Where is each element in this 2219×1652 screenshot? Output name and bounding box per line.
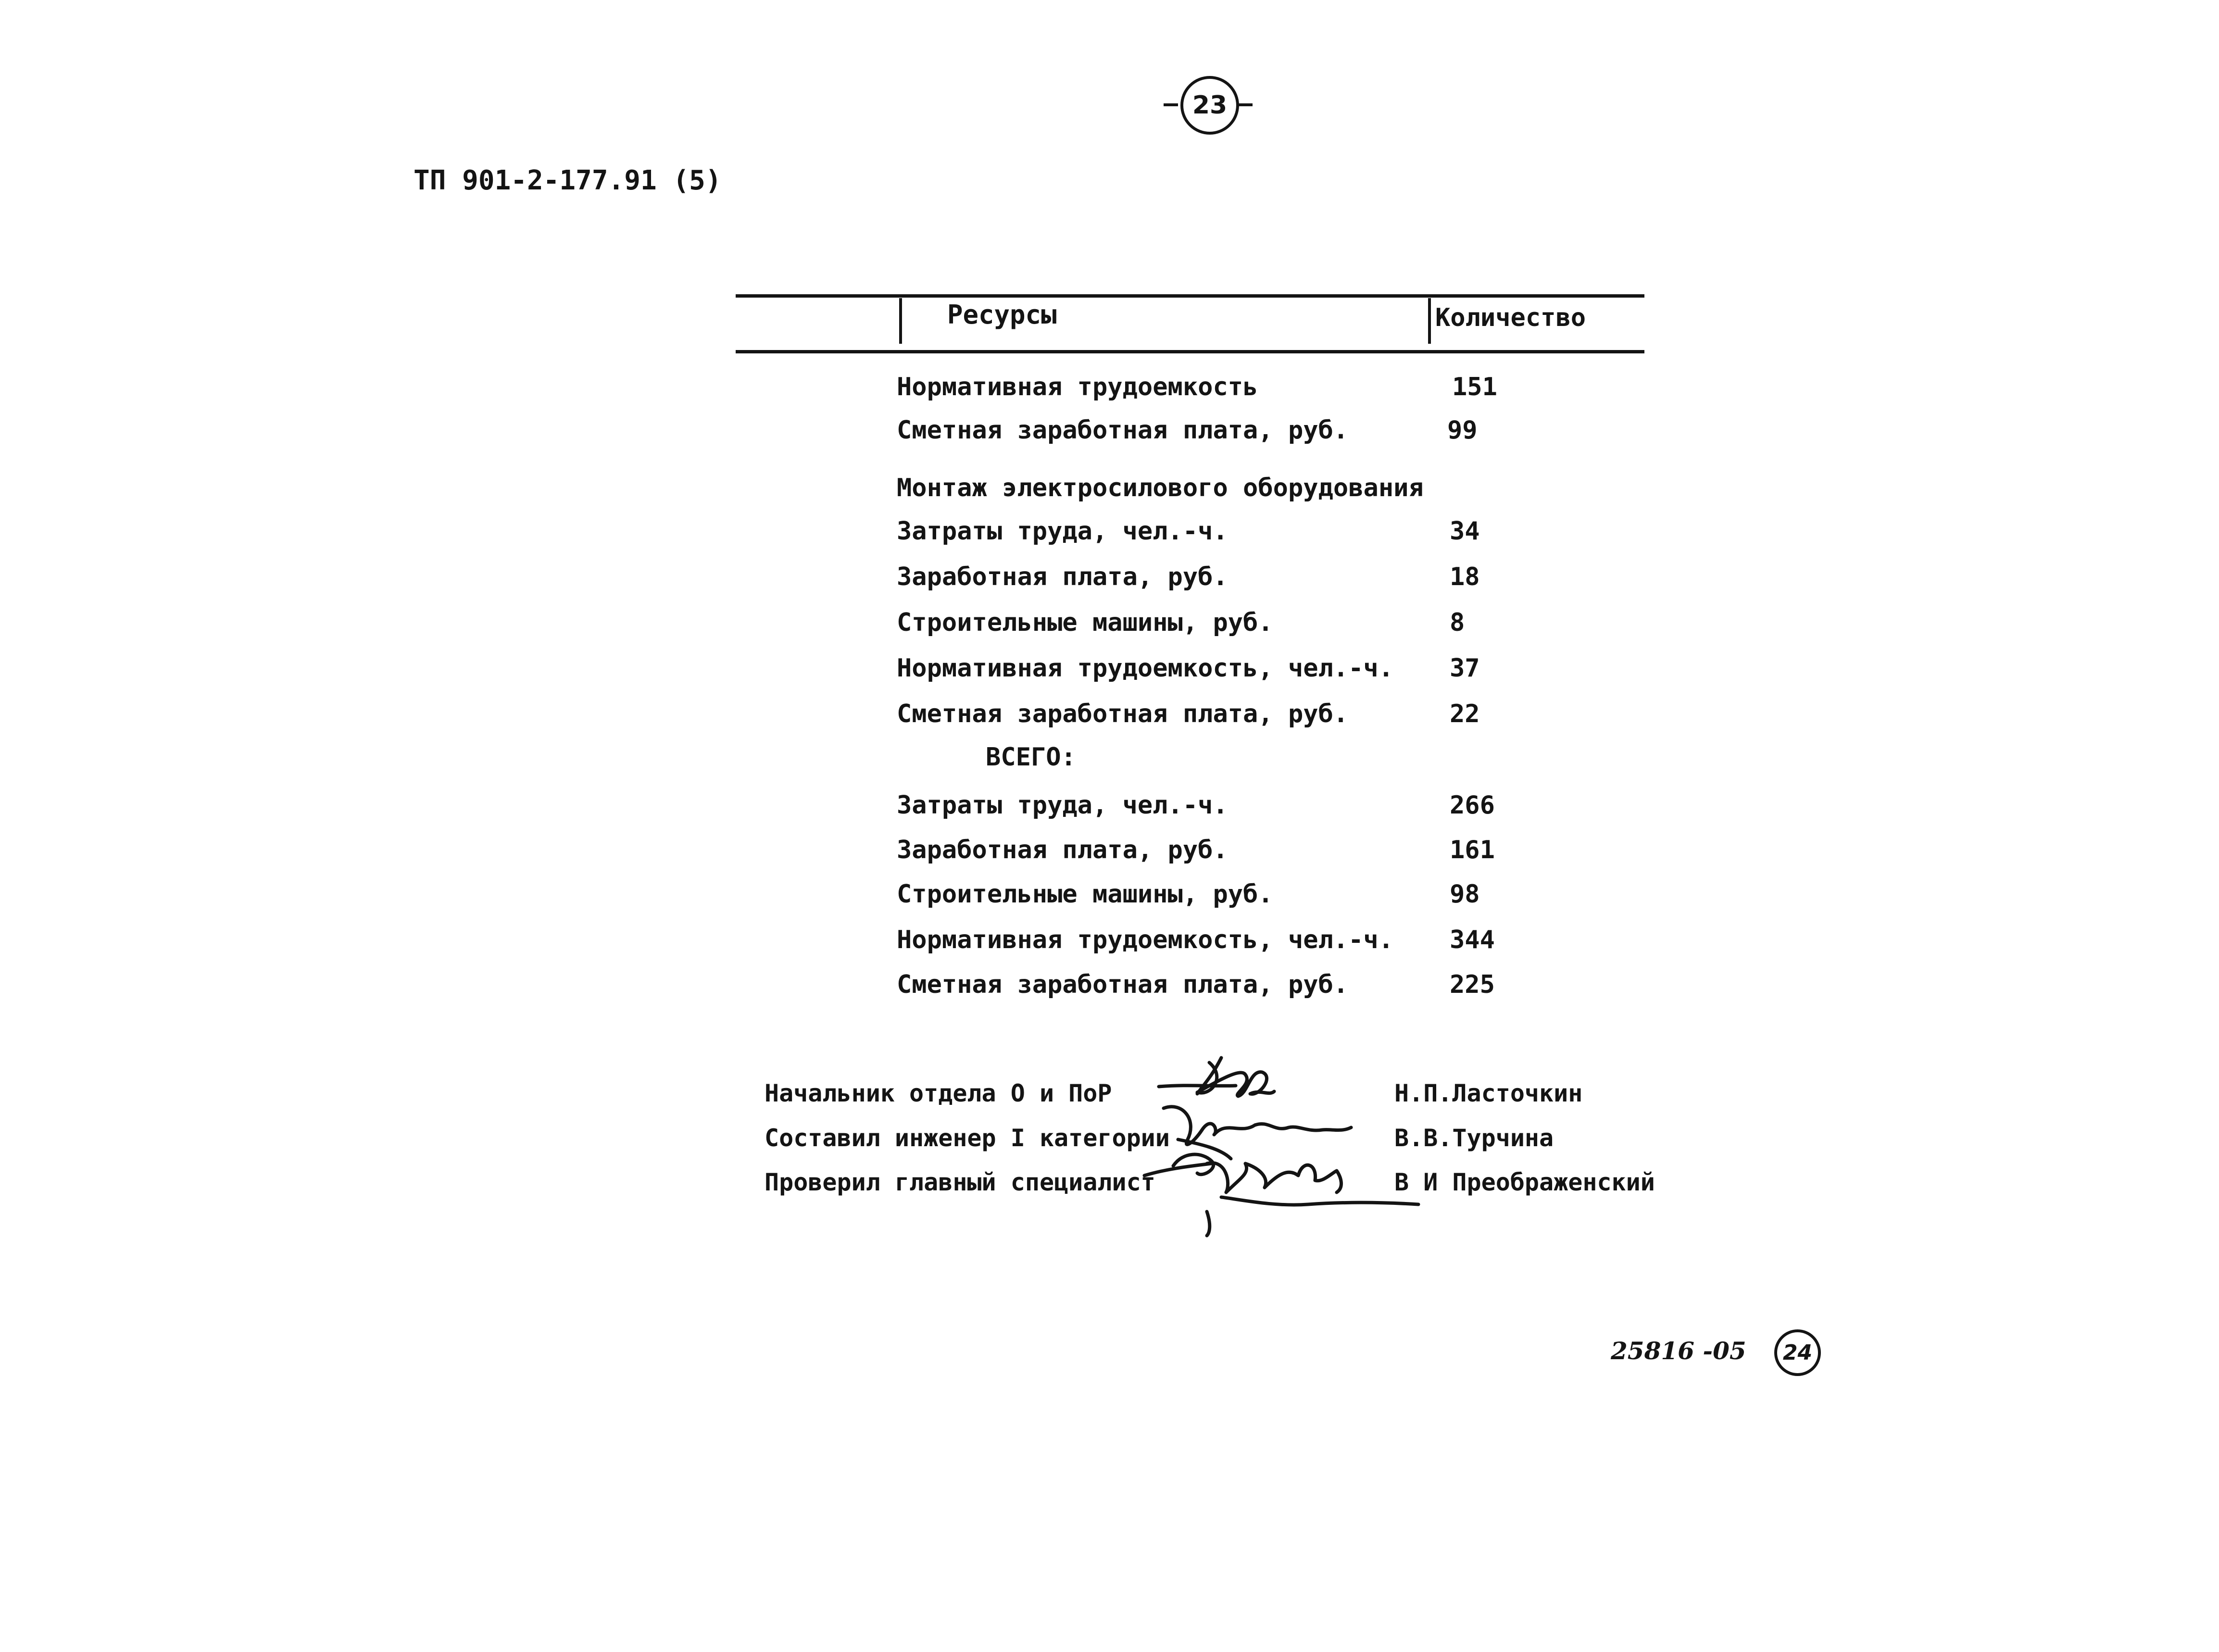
row-label: Заработная плата, руб.	[897, 563, 1228, 591]
row-value: 18	[1450, 563, 1480, 591]
row-value: 99	[1447, 416, 1478, 445]
row-value: 266	[1450, 791, 1495, 820]
row-label: Затраты труда, чел.-ч.	[897, 791, 1228, 820]
row-value: 37	[1450, 654, 1480, 683]
row-label: Сметная заработная плата, руб.	[897, 970, 1349, 999]
table-row	[897, 654, 1570, 683]
page-number-dash-right	[1238, 103, 1253, 106]
row-value: 8	[1450, 608, 1465, 637]
table-row-total-heading	[897, 743, 1570, 772]
table-row	[897, 608, 1570, 637]
page-number: 23	[1180, 76, 1239, 135]
table-header-divider-left	[899, 298, 902, 344]
table-row	[897, 880, 1570, 909]
signer-name: В.В.Турчина	[1394, 1124, 1554, 1152]
signer-name: В И Преображенский	[1394, 1168, 1655, 1196]
row-value: 344	[1450, 926, 1495, 954]
row-label: Нормативная трудоемкость, чел.-ч.	[897, 926, 1394, 954]
table-row	[897, 416, 1570, 445]
table-row	[897, 926, 1570, 954]
table-row	[897, 373, 1570, 401]
row-label: Нормативная трудоемкость, чел.-ч.	[897, 654, 1394, 683]
row-value: 161	[1450, 836, 1495, 864]
table-header-quantity: Количество	[1435, 303, 1586, 332]
row-value: 225	[1450, 970, 1495, 999]
signer-position: Составил инженер I категории	[765, 1124, 1170, 1152]
footer-document-number: 25816 -05	[1611, 1337, 1746, 1365]
row-value: 98	[1450, 880, 1480, 909]
table-header-resources: Ресурсы	[947, 300, 1057, 330]
document-code: ТП 901-2-177.91 (5)	[414, 165, 722, 196]
row-label: Сметная заработная плата, руб.	[897, 700, 1349, 728]
row-value: 151	[1452, 373, 1497, 401]
signer-name: Н.П.Ласточкин	[1394, 1079, 1583, 1107]
table-row	[897, 517, 1570, 546]
table-top-rule	[736, 294, 1644, 298]
table-row	[897, 791, 1570, 820]
row-label: Сметная заработная плата, руб.	[897, 416, 1349, 445]
table-header-divider-right	[1428, 298, 1431, 344]
footer-page-number: 24	[1774, 1329, 1821, 1376]
row-label: Монтаж электросилового оборудования	[897, 474, 1424, 502]
table-row	[897, 563, 1570, 591]
table-row	[897, 836, 1570, 864]
row-value: 34	[1450, 517, 1480, 546]
table-row	[897, 700, 1570, 728]
handwritten-signatures	[1130, 1048, 1467, 1240]
signer-position: Начальник отдела О и ПоР	[765, 1079, 1112, 1107]
table-header-bottom-rule	[736, 350, 1644, 353]
row-value: 22	[1450, 700, 1480, 728]
page-number-dash-left	[1164, 103, 1178, 106]
row-label: Строительные машины, руб.	[897, 880, 1273, 909]
row-label: Затраты труда, чел.-ч.	[897, 517, 1228, 546]
row-label: Нормативная трудоемкость	[897, 373, 1258, 401]
row-label: Заработная плата, руб.	[897, 836, 1228, 864]
table-row	[897, 970, 1570, 999]
row-label: ВСЕГО:	[986, 743, 1076, 772]
table-row-section-heading	[897, 474, 1570, 502]
signer-position: Проверил главный специалист	[765, 1168, 1155, 1196]
row-label: Строительные машины, руб.	[897, 608, 1273, 637]
